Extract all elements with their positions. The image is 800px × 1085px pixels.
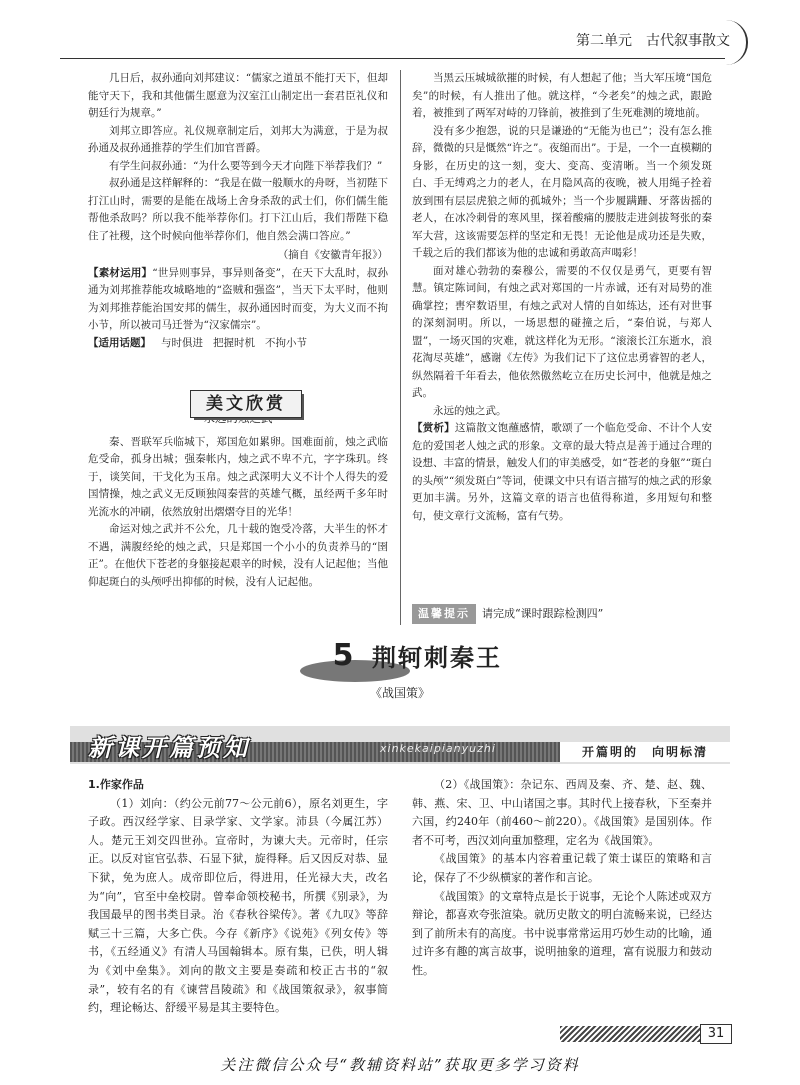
article-paragraph: 当黑云压城城欲摧的时候，有人想起了他；当大军压境“国危矣”的时候，有人推出了他。就这样，“今老矣”的烛之武，跟跄着，被推到了两军对峙的刀锋前，被推到了生死难测的境地前。: [412, 72, 712, 119]
article-paragraph: 永远的烛之武。: [433, 404, 507, 417]
author-paragraph: （1）刘向：（约公元前77～公元前6），原名刘更生，字子政。西汉经学家、目录学家、文学家。沛县（今属江苏）人。楚元王刘交四世孙。宣帝时，为谏大夫。元帝时，任宗正。以反对宦官弘恭、石显下狱，旋得释。后又因反对恭、显下狱，免为庶人。成帝即位后，得进用，任光禄大夫，改名为“向”，官至中垒校尉。曾奉命领校秘书，所撰《别录》，为我国最早的图书类目录。治《春秋谷梁传》。著《九叹》等辞赋三十三篇，大多亡佚。今存《新序》《说苑》《列女传》等书，《五经通义》有清人马国翰辑本。原有集，已佚，明人辑为《刘中垒集》。刘向的散文主要是奏疏和校正古书的“叙录”，较有名的有《谏营昌陵疏》和《战国策叙录》，叙事简约，理论畅达、舒缓平易是其主要特色。: [88, 796, 388, 1015]
column-divider: [400, 70, 401, 625]
material-text: “世异则事异，事异则备变”，在天下大乱时，叔孙通为刘邦推荐能攻城略地的“盗贼和强盗”，当天下太平时，他则为刘邦推荐能治国安邦的儒生，叔孙通因时而变，为大义而不拘小节，所以被司马迁誉为“汉家儒宗”。: [88, 266, 388, 331]
unit-header: 第二单元 古代叙事散文: [576, 33, 730, 49]
source-citation: （摘自《安徽青年报》）: [277, 249, 388, 261]
article-paragraph: 没有多少抱怨，说的只是谦逊的“无能为也已”；没有怎么推辞，微微的只是慨然“许之”。夜缒而出”。于是，一个一直模糊的身影，在历史的这一刻，变大、变高、变清晰。当一个须发斑白、手无缚鸡之力的老人，在月隐风高的夜晚，被人用绳子拴着放到围有层层虎狼之师的孤城外；当一个步履蹒跚、牙落齿摇的老人，在冰冷刺骨的寒风里，探着酸痛的腰肢走进剑拔弩张的秦军大营，这该需要怎样的坚定和无畏！无论他是成功还是失败，千载之后的我们都该为他的忠诚和勇敢高声喝彩！: [412, 124, 712, 259]
topics-tag: 【适用话题】: [88, 336, 151, 349]
lower-left-column: [88, 776, 388, 1018]
topics-row: [88, 335, 388, 353]
page-number: 31: [700, 1024, 732, 1044]
section-heading: 1.作家作品: [88, 778, 144, 791]
appreciation-tag: 【赏析】: [412, 422, 455, 434]
article-paragraph: 秦、晋联军兵临城下，郑国危如累卵。国难面前，烛之武临危受命，孤身出城；强秦帐内，烛之武不卑不亢，字字珠玑。终于，谈笑间，干戈化为玉帛。烛之武深明大义不计个人得失的爱国情操，烛之武义无反顾独闯秦营的英雄气概，虽经两千多年时光流水的冲刷，依然放射出熠熠夺目的光华！: [88, 435, 388, 518]
section-banner: [190, 390, 300, 418]
topic-item: 不拘小节: [265, 336, 307, 349]
story-paragraph: 有学生问叔孙通：“为什么要等到今天才向陛下举荐我们？”: [109, 159, 383, 172]
lower-right-column: [412, 776, 712, 981]
lesson-source: 《战国策》: [369, 686, 430, 700]
banner-label: 美文欣赏: [190, 390, 302, 418]
story-paragraph: 几日后，叔孙通向刘邦建议：“儒家之道虽不能打天下，但却能守天下，我和其他儒生愿意为汉室江山制定出一套君臣礼仪和朝廷行为规章。”: [88, 72, 388, 119]
reminder-bar: [412, 604, 712, 624]
material-usage: [88, 265, 388, 335]
footer-note: 关注微信公众号“教辅资料站”获取更多学习资料: [220, 1056, 580, 1074]
story-paragraph: 叔孙通是这样解释的：“我是在做一般顺水的舟呀，当初陛下打江山时，需要的是能在战场上舍身杀敌的武士们，你们儒生能帮他杀敌吗？所以我不能举荐你们。打下江山后，我们帮陛下稳住了社稷，这个时候向他举荐你们，他自然会满口答应。”: [88, 177, 388, 242]
work-paragraph: （2）《战国策》：杂记东、西周及秦、齐、楚、赵、魏、韩、燕、宋、卫、中山诸国之事。其时代上接春秋，下至秦并六国，约240年（前460～前220）。《战国策》是国别体。作者不可考，西汉刘向重加整理，定名为《战国策》。: [412, 778, 712, 847]
lesson-title: 荆轲刺秦王: [372, 644, 502, 672]
material-tag: 【素材运用】: [88, 266, 153, 279]
work-paragraph: 《战国策》的基本内容着重记载了策士谋臣的策略和言论，保存了不少纵横家的著作和言论。: [412, 852, 712, 884]
article-paragraph: 命运对烛之武并不公允，几十载的饱受冷落，大半生的怀才不遇，满腹经纶的烛之武，只是郑国一个小小的负责养马的“圉正”。在他伏下苍老的身躯接起艰辛的时候，没有人记起他；当他仰起斑白的头颅呼出抑郁的时候，没有人记起他。: [88, 523, 388, 588]
right-column: [412, 70, 712, 525]
topic-item: 把握时机: [213, 336, 255, 349]
article-paragraph: 面对雄心勃勃的秦穆公，需要的不仅仅是勇气，更要有智慧。镇定陈词间，有烛之武对郑国的一片赤诚，还有对局势的准确掌控；軎窄数语里，有烛之武对人情的自如练达，还有对世事的深刻洞明。所以，一场思想的碰撞之后，“秦伯说，与郑人盟”，一场灭国的灾难，就这样化为无形。“滚滚长江东逝水，浪花淘尽英雄”，感谢《左传》为我们记下了这位忠勇睿智的老人，纵然隔着千年看去，他依然傲然屹立在历史长河中，他就是烛之武。: [412, 264, 712, 399]
story-paragraph: 刘邦立即答应。礼仪规章制定后，刘邦大为满意，于是为叔孙通及叔孙通推荐的学生们加官晋爵。: [88, 124, 388, 154]
preview-bar-title: 新课开篇预知: [88, 734, 250, 762]
preview-bar-slogan: 开篇明的 向明标清: [560, 742, 730, 762]
appreciation: [412, 420, 712, 525]
header-bracket-decoration: [726, 20, 748, 65]
appreciation-text: 这篇散文饱蘸感情，歌颂了一个临危受命、不计个人安危的爱国老人烛之武的形象。文章的最大特点是善于通过合理的设想、丰富的情景，触发人们的审美感受，如“苍老的身躯”“斑白的头颅”“须发斑白”等词，使课文中只有语言描写的烛之武的形象更加丰满。另外，这篇文章的语言也值得称道，多用短句和整句，使文章行文流畅，富有气势。: [412, 422, 713, 522]
reminder-label: 温馨提示: [412, 604, 476, 624]
lesson-number: 5: [332, 638, 354, 673]
topic-item: 与时俱进: [161, 336, 203, 349]
preview-bar-pinyin: xinkekaipianyuzhi: [380, 742, 496, 755]
header-rule: [60, 58, 725, 59]
work-paragraph: 《战国策》的文章特点是长于说事，无论个人陈述或双方辩论，都喜欢夸张渲染。就历史散文的明白流畅来说，已经达到了前所未有的高度。书中说事常常运用巧妙生动的比喻，通过许多有趣的寓言故事，说明抽象的道理，富有说服力和鼓动性。: [412, 889, 712, 977]
reminder-text: 请完成“课时跟踪检测四”: [482, 607, 604, 620]
left-column: [88, 70, 388, 591]
